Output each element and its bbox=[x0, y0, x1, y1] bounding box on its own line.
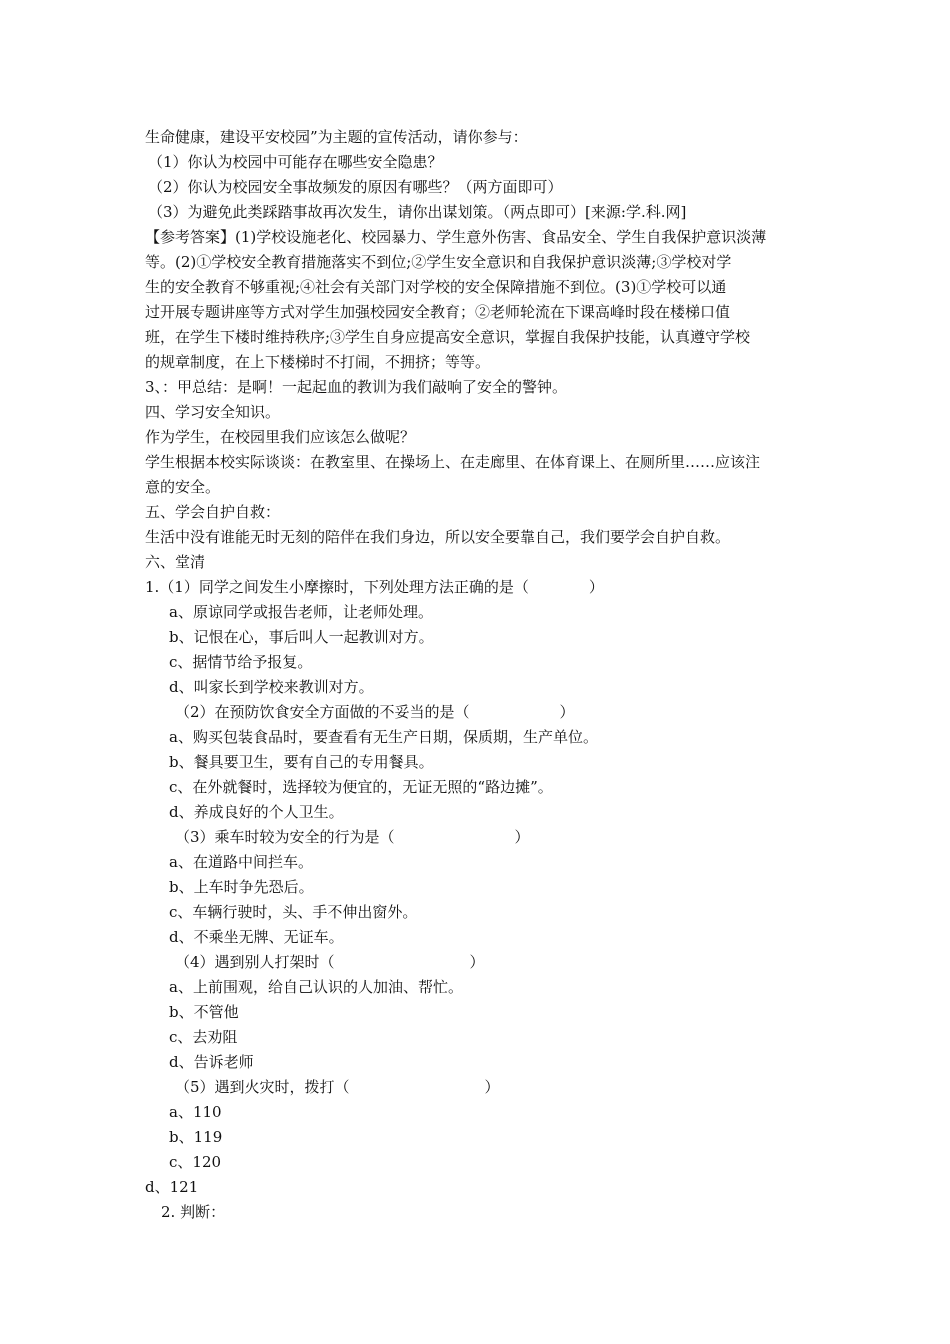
text-line: d、养成良好的个人卫生。 bbox=[169, 803, 344, 821]
text-line: 生命健康，建设平安校园”为主题的宣传活动，请你参与： bbox=[145, 128, 528, 146]
text-line: d、不乘坐无牌、无证车。 bbox=[169, 928, 344, 946]
text-line: 【参考答案】(1)学校设施老化、校园暴力、学生意外伤害、食品安全、学生自我保护意识淡薄 bbox=[145, 228, 767, 246]
text-line: 意的安全。 bbox=[145, 478, 221, 496]
text-line: a、上前围观，给自己认识的人加油、帮忙。 bbox=[169, 978, 463, 996]
text-line: 作为学生，在校园里我们应该怎么做呢？ bbox=[145, 428, 416, 446]
text-line: 1.（1）同学之间发生小摩擦时，下列处理方法正确的是（ ） bbox=[145, 578, 604, 596]
text-line: 班，在学生下楼时维持秩序;③学生自身应提高安全意识，掌握自我保护技能，认真遵守学校 bbox=[145, 328, 751, 346]
text-line: b、上车时争先恐后。 bbox=[169, 878, 314, 896]
text-line: 过开展专题讲座等方式对学生加强校园安全教育；②老师轮流在下课高峰时段在楼梯口值 bbox=[145, 303, 731, 321]
text-line: 学生根据本校实际谈谈：在教室里、在操场上、在走廊里、在体育课上、在厕所里……应该注 bbox=[145, 453, 761, 471]
text-line: 六、堂清 bbox=[145, 553, 206, 571]
text-line: 生的安全教育不够重视;④社会有关部门对学校的安全保障措施不到位。(3)①学校可以通 bbox=[145, 278, 727, 296]
text-line: （1）你认为校园中可能存在哪些安全隐患？ bbox=[148, 153, 443, 171]
text-line: 五、学会自护自救： bbox=[145, 503, 281, 521]
text-line: a、110 bbox=[169, 1103, 222, 1121]
text-line: c、车辆行驶时，头、手不伸出窗外。 bbox=[169, 903, 418, 921]
text-line: a、购买包装食品时，要查看有无生产日期，保质期，生产单位。 bbox=[169, 728, 598, 746]
text-line: b、119 bbox=[169, 1128, 223, 1146]
text-line: d、告诉老师 bbox=[169, 1053, 254, 1071]
text-line: d、121 bbox=[145, 1178, 199, 1196]
text-line: 2. 判断： bbox=[161, 1203, 226, 1221]
text-line: c、在外就餐时，选择较为便宜的，无证无照的“路边摊”。 bbox=[169, 778, 553, 796]
text-line: 等。(2)①学校安全教育措施落实不到位;②学生安全意识和自我保护意识淡薄;③学校对学 bbox=[145, 253, 732, 271]
text-line: c、去劝阻 bbox=[169, 1028, 238, 1046]
text-line: b、餐具要卫生，要有自己的专用餐具。 bbox=[169, 753, 434, 771]
text-line: （3）乘车时较为安全的行为是（ ） bbox=[175, 828, 530, 846]
text-line: b、记恨在心，事后叫人一起教训对方。 bbox=[169, 628, 434, 646]
text-line: 的规章制度，在上下楼梯时不打闹，不拥挤；等等。 bbox=[145, 353, 491, 371]
text-line: （5）遇到火灾时，拨打（ ） bbox=[175, 1078, 500, 1096]
text-line: （2）你认为校园安全事故频发的原因有哪些？（两方面即可） bbox=[148, 178, 563, 196]
text-line: 四、学习安全知识。 bbox=[145, 403, 281, 421]
text-line: c、据情节给予报复。 bbox=[169, 653, 313, 671]
text-line: c、120 bbox=[169, 1153, 222, 1171]
text-line: （3）为避免此类踩踏事故再次发生，请你出谋划策。（两点即可）[来源:学.科.网] bbox=[148, 203, 687, 221]
text-line: a、原谅同学或报告老师，让老师处理。 bbox=[169, 603, 433, 621]
text-line: b、不管他 bbox=[169, 1003, 239, 1021]
text-line: （2）在预防饮食安全方面做的不妥当的是（ ） bbox=[175, 703, 575, 721]
text-line: 3、：甲总结：是啊！一起起血的教训为我们敲响了安全的警钟。 bbox=[145, 378, 568, 396]
document-body bbox=[145, 125, 810, 1225]
text-line: 生活中没有谁能无时无刻的陪伴在我们身边，所以安全要靠自己，我们要学会自护自救。 bbox=[145, 528, 731, 546]
text-line: d、叫家长到学校来教训对方。 bbox=[169, 678, 374, 696]
text-line: （4）遇到别人打架时（ ） bbox=[175, 953, 485, 971]
text-line: a、在道路中间拦车。 bbox=[169, 853, 313, 871]
